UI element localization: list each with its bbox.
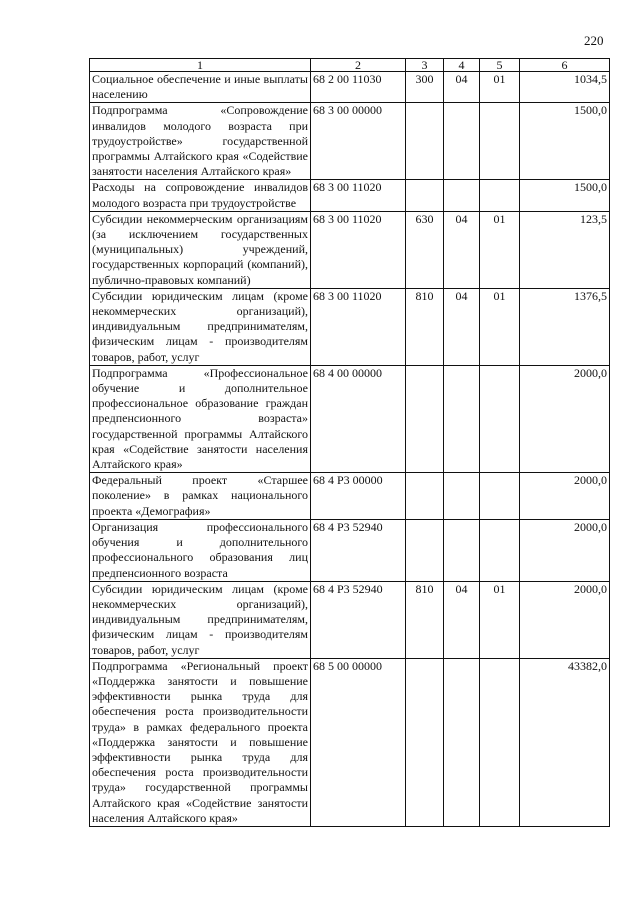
row-name: Организация профессионального обучения и дополнительного профессионального образования лиц предпенсионного возраста	[90, 519, 311, 581]
row-amount: 2000,0	[520, 365, 610, 472]
row-expense-type: 300	[406, 72, 444, 103]
row-amount: 2000,0	[520, 473, 610, 520]
col-header-6: 6	[520, 59, 610, 72]
row-section	[444, 365, 480, 472]
table-row	[90, 103, 610, 180]
row-section	[444, 519, 480, 581]
row-code: 68 3 00 11020	[311, 180, 406, 211]
row-expense-type: 810	[406, 288, 444, 365]
row-subsection: 01	[480, 288, 520, 365]
row-section: 04	[444, 72, 480, 103]
row-subsection	[480, 180, 520, 211]
row-amount: 2000,0	[520, 519, 610, 581]
header-row	[90, 59, 610, 72]
row-subsection	[480, 365, 520, 472]
row-name: Субсидии некоммерческим организациям (за исключением государственных (муниципальных) учреждений, государственных корпораций (компаний), публично-правовых компаний)	[90, 211, 311, 288]
col-header-2: 2	[311, 59, 406, 72]
row-code: 68 4 P3 00000	[311, 473, 406, 520]
table-row	[90, 365, 610, 472]
table-row	[90, 72, 610, 103]
row-subsection	[480, 103, 520, 180]
row-section: 04	[444, 288, 480, 365]
row-code: 68 3 00 11020	[311, 211, 406, 288]
row-code: 68 4 00 00000	[311, 365, 406, 472]
row-amount: 123,5	[520, 211, 610, 288]
row-name: Федеральный проект «Старшее поколение» в рамках национального проекта «Демография»	[90, 473, 311, 520]
row-subsection	[480, 658, 520, 826]
col-header-5: 5	[480, 59, 520, 72]
row-expense-type	[406, 473, 444, 520]
row-expense-type	[406, 519, 444, 581]
col-header-1: 1	[90, 59, 311, 72]
col-header-3: 3	[406, 59, 444, 72]
row-section	[444, 658, 480, 826]
row-code: 68 4 P3 52940	[311, 519, 406, 581]
row-section: 04	[444, 581, 480, 658]
table-row	[90, 288, 610, 365]
table-row	[90, 473, 610, 520]
row-amount: 1500,0	[520, 103, 610, 180]
row-expense-type: 630	[406, 211, 444, 288]
row-code: 68 2 00 11030	[311, 72, 406, 103]
row-subsection: 01	[480, 211, 520, 288]
row-subsection	[480, 519, 520, 581]
row-expense-type: 810	[406, 581, 444, 658]
table-row	[90, 581, 610, 658]
row-name: Подпрограмма «Региональный проект «Поддержка занятости и повышение эффективности рынка труда для обеспечения роста производительности труда» в рамках федерального проекта «Поддержка занятости и повышение эффективности рынка труда для обеспечения роста производительности труда» государственной программы Алтайского края «Содействие занятости населения Алтайского края»	[90, 658, 311, 826]
page-number: 220	[584, 33, 604, 48]
table-row	[90, 180, 610, 211]
row-expense-type	[406, 365, 444, 472]
row-name: Субсидии юридическим лицам (кроме некоммерческих организаций), индивидуальным предпринимателям, физическим лицам - производителям товаров, работ, услуг	[90, 581, 311, 658]
budget-table	[89, 58, 610, 827]
row-section	[444, 180, 480, 211]
row-section	[444, 103, 480, 180]
row-name: Подпрограмма «Сопровождение инвалидов молодого возраста при трудоустройстве» государственной программы Алтайского края «Содействие занятости населения Алтайского края»	[90, 103, 311, 180]
row-section: 04	[444, 211, 480, 288]
row-subsection	[480, 473, 520, 520]
row-amount: 1034,5	[520, 72, 610, 103]
row-subsection: 01	[480, 581, 520, 658]
col-header-4: 4	[444, 59, 480, 72]
row-name: Социальное обеспечение и иные выплаты населению	[90, 72, 311, 103]
row-name: Расходы на сопровождение инвалидов молодого возраста при трудоустройстве	[90, 180, 311, 211]
row-subsection: 01	[480, 72, 520, 103]
row-name: Субсидии юридическим лицам (кроме некоммерческих организаций), индивидуальным предпринимателям, физическим лицам - производителям товаров, работ, услуг	[90, 288, 311, 365]
row-amount: 2000,0	[520, 581, 610, 658]
row-amount: 1500,0	[520, 180, 610, 211]
row-expense-type	[406, 103, 444, 180]
row-code: 68 5 00 00000	[311, 658, 406, 826]
row-code: 68 4 P3 52940	[311, 581, 406, 658]
row-section	[444, 473, 480, 520]
row-code: 68 3 00 11020	[311, 288, 406, 365]
row-amount: 1376,5	[520, 288, 610, 365]
row-amount: 43382,0	[520, 658, 610, 826]
row-name: Подпрограмма «Профессиональное обучение и дополнительное профессиональное образование граждан предпенсионного возраста» государственной программы Алтайского края «Содействие занятости населения Алтайского края»	[90, 365, 311, 472]
row-code: 68 3 00 00000	[311, 103, 406, 180]
table-row	[90, 211, 610, 288]
row-expense-type	[406, 180, 444, 211]
row-expense-type	[406, 658, 444, 826]
table-row	[90, 658, 610, 826]
table-row	[90, 519, 610, 581]
